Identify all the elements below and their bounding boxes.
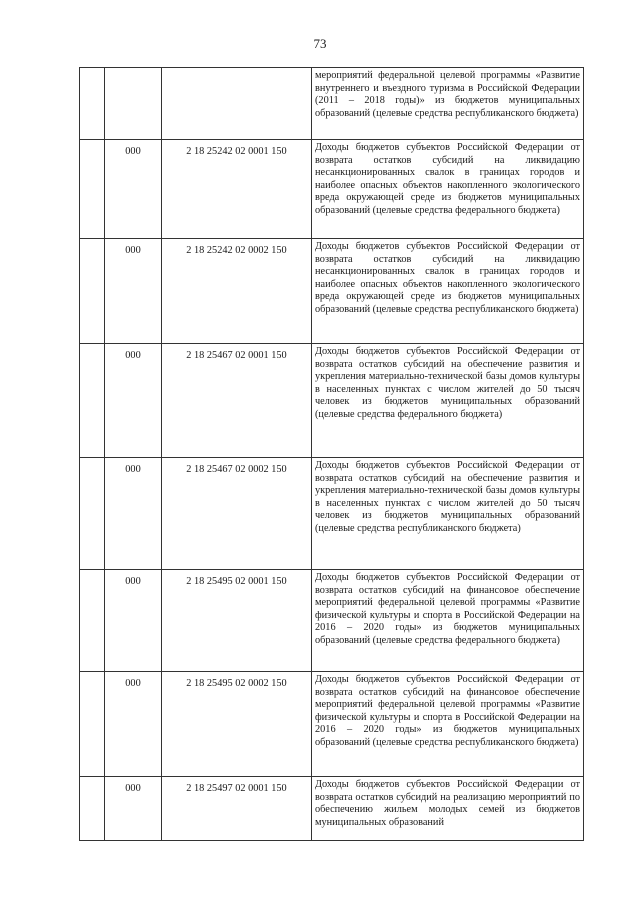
budget-code-cell: 2 18 25495 02 0002 150: [162, 672, 312, 777]
group-cell: [80, 570, 105, 672]
table-row: [80, 672, 584, 777]
table-row: [80, 68, 584, 140]
table-row: [80, 140, 584, 239]
group-cell: [80, 239, 105, 344]
admin-code-cell: 000: [105, 458, 162, 570]
description-cell: Доходы бюджетов субъектов Российской Федерации от возврата остатков субсидий на финансовое обеспечение мероприятий федеральной целевой программы «Развитие физической культуры и спорта в Российской Федерации на 2016 – 2020 годы» из бюджетов муниципальных образований (целевые средства федерального бюджета): [312, 570, 584, 672]
group-cell: [80, 140, 105, 239]
budget-code-cell: 2 18 25495 02 0001 150: [162, 570, 312, 672]
admin-code-cell: 000: [105, 140, 162, 239]
description-cell: мероприятий федеральной целевой программы «Развитие внутреннего и въездного туризма в Российской Федерации (2011 – 2018 годы)» из бюджетов муниципальных образований (целевые средства республиканского бюджета): [312, 68, 584, 140]
group-cell: [80, 458, 105, 570]
budget-code-cell: 2 18 25242 02 0002 150: [162, 239, 312, 344]
page-number: 73: [313, 36, 327, 51]
group-cell: [80, 344, 105, 458]
budget-codes-table: [79, 67, 584, 841]
admin-code-cell: 000: [105, 344, 162, 458]
description-cell: Доходы бюджетов субъектов Российской Федерации от возврата остатков субсидий на ликвидацию несанкционированных свалок в границах городов и наиболее опасных объектов накопленного экологического вреда окружающей среде из бюджетов муниципальных образований (целевые средства федерального бюджета): [312, 140, 584, 239]
description-cell: Доходы бюджетов субъектов Российской Федерации от возврата остатков субсидий на обеспечение развития и укрепления материально-технической базы домов культуры в населенных пунктах с числом жителей до 50 тысяч человек из бюджетов муниципальных образований (целевые средства республиканского бюджета): [312, 458, 584, 570]
table-row: [80, 458, 584, 570]
description-cell: Доходы бюджетов субъектов Российской Федерации от возврата остатков субсидий на реализацию мероприятий по обеспечению жильем молодых семей из бюджетов муниципальных образований: [312, 777, 584, 841]
description-cell: Доходы бюджетов субъектов Российской Федерации от возврата остатков субсидий на ликвидацию несанкционированных свалок в границах городов и наиболее опасных объектов накопленного экологического вреда окружающей среде из бюджетов муниципальных образований (целевые средства республиканского бюджета): [312, 239, 584, 344]
group-cell: [80, 68, 105, 140]
admin-code-cell: 000: [105, 239, 162, 344]
admin-code-cell: 000: [105, 777, 162, 841]
budget-code-cell: [162, 68, 312, 140]
table-row: [80, 344, 584, 458]
budget-code-cell: 2 18 25467 02 0001 150: [162, 344, 312, 458]
admin-code-cell: 000: [105, 570, 162, 672]
group-cell: [80, 777, 105, 841]
budget-code-cell: 2 18 25467 02 0002 150: [162, 458, 312, 570]
admin-code-cell: [105, 68, 162, 140]
table-row: [80, 570, 584, 672]
budget-code-cell: 2 18 25497 02 0001 150: [162, 777, 312, 841]
admin-code-cell: 000: [105, 672, 162, 777]
budget-code-cell: 2 18 25242 02 0001 150: [162, 140, 312, 239]
table-row: [80, 777, 584, 841]
group-cell: [80, 672, 105, 777]
table-row: [80, 239, 584, 344]
description-cell: Доходы бюджетов субъектов Российской Федерации от возврата остатков субсидий на финансовое обеспечение мероприятий федеральной целевой программы «Развитие физической культуры и спорта в Российской Федерации на 2016 – 2020 годы» из бюджетов муниципальных образований (целевые средства республиканского бюджета): [312, 672, 584, 777]
description-cell: Доходы бюджетов субъектов Российской Федерации от возврата остатков субсидий на обеспечение развития и укрепления материально-технической базы домов культуры в населенных пунктах с числом жителей до 50 тысяч человек из бюджетов муниципальных образований (целевые средства федерального бюджета): [312, 344, 584, 458]
